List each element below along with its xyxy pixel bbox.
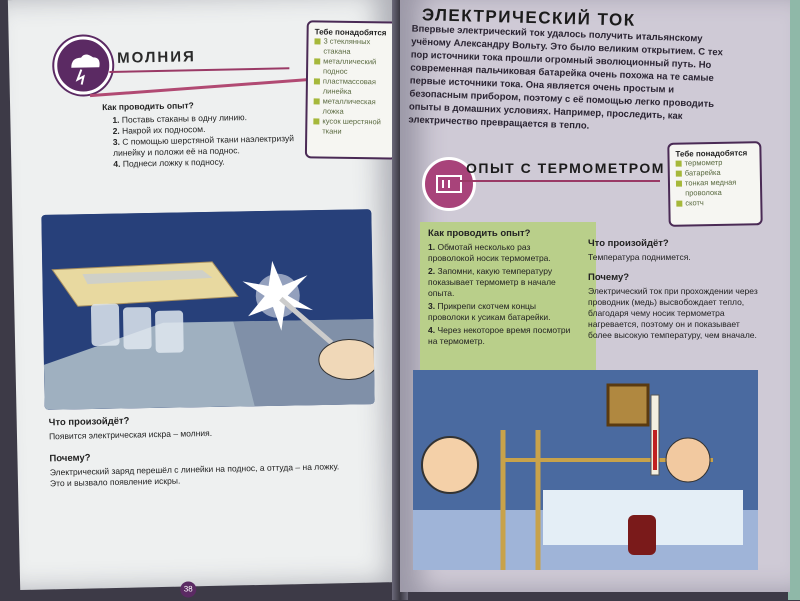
- what-title: Что произойдёт?: [48, 415, 130, 429]
- lightning-illustration: [41, 209, 374, 410]
- list-item: металлическая ложка: [313, 96, 389, 117]
- list-item: 3. С помощью шерстяной ткани наэлектризуй линейку и положи её на поднос.: [112, 133, 295, 158]
- steps-list: [428, 242, 578, 347]
- what-title: Что произойдёт?: [588, 238, 669, 249]
- how-title: Как проводить опыт?: [428, 228, 531, 239]
- list-item: 2. Накрой их подносом.: [112, 123, 206, 136]
- materials-title: Тебе понадобятся: [675, 148, 748, 159]
- title-underline: [460, 180, 660, 182]
- list-item: батарейка: [676, 167, 754, 178]
- why-title: Почему?: [49, 452, 91, 465]
- list-item: кусок шерстяной ткани: [313, 116, 389, 137]
- list-item: термометр: [676, 157, 754, 168]
- list-item: тонкая медная проволока: [676, 177, 754, 198]
- materials-box: [305, 20, 399, 159]
- list-item: 3 стеклянных стакана: [314, 36, 390, 57]
- why-text: Электрический заряд перешёл с линейки на поднос, а оттуда – на ложку. Это и вызвало появление искры.: [49, 461, 340, 489]
- why-title: Почему?: [588, 272, 630, 283]
- why-text: Электрический ток при прохождении через проводник (медь) высвобождает тепло, благодаря чему носик термометра нагревается, поэтому он и показывает более высокую температуру, чем вначале.: [588, 286, 758, 340]
- list-item: 3. Прикрепи скотчем концы проволоки к усикам батарейки.: [428, 301, 551, 322]
- page-number: 38: [180, 581, 196, 597]
- title-underline: [109, 67, 289, 73]
- what-text: Появится электрическая искра – молния.: [48, 427, 213, 442]
- what-text: Температура поднимется.: [588, 252, 691, 262]
- list-item: 2. Запомни, какую температуру показывает термометр в начале опыта.: [428, 266, 556, 298]
- materials-box: [667, 141, 762, 227]
- section-title: ОПЫТ С ТЕРМОМЕТРОМ: [466, 160, 665, 176]
- steps-list: [112, 111, 313, 170]
- how-title: Как проводить опыт?: [102, 100, 194, 113]
- list-item: 1. Поставь стаканы в одну линию.: [112, 112, 248, 125]
- list-item: 1. Обмотай несколько раз проволокой носик термометра.: [428, 242, 551, 263]
- list-item: 4. Поднеси ложку к подносу.: [113, 156, 225, 169]
- lightning-cloud-icon: [54, 36, 113, 95]
- list-item: 4. Через некоторое время посмотри на термометр.: [428, 325, 571, 346]
- list-item: металлический поднос: [314, 56, 390, 77]
- intro-text: Впервые электрический ток удалось получить итальянскому учёному Александру Вольту. Это было великим открытием. С тех пор источники тока прошли огромный эволюционный путь. Но современная пальчиковая батарейка очень похожа на те самые первые источники тока. Она является очень простым и безопасным прибором, поэтому с её помощью легко проводить опыты в домашних условиях. Например, проследить, как электричество превращается в тепло.: [408, 23, 724, 132]
- divider: [90, 78, 310, 97]
- materials-title: Тебе понадобятся: [314, 27, 387, 38]
- sick-boy-illustration: [413, 370, 758, 570]
- list-item: скотч: [676, 197, 754, 208]
- list-item: пластмассовая линейка: [314, 76, 390, 97]
- page-title: МОЛНИЯ: [116, 48, 196, 67]
- page-title: ЭЛЕКТРИЧЕСКИЙ ТОК: [421, 5, 636, 30]
